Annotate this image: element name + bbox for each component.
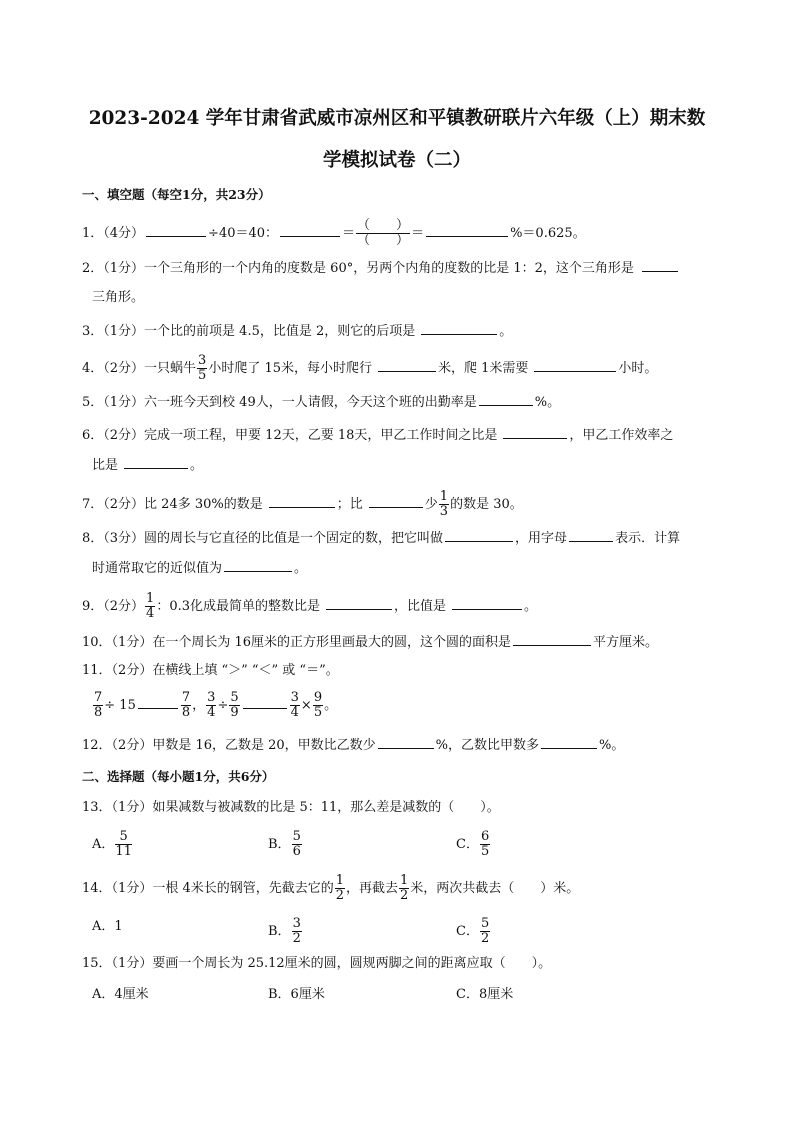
question-text: 米，两次共截去（ ）米。 (410, 881, 580, 896)
fraction-denominator: 8 (181, 705, 191, 720)
question-text: 平方厘米。 (593, 635, 659, 650)
fraction-numerator-blank[interactable]: （ ） (357, 218, 410, 233)
fraction-numerator: 5 (115, 830, 132, 845)
question-5 (82, 391, 560, 413)
q14-option-b[interactable] (268, 917, 303, 946)
fraction-numerator: 1 (335, 873, 344, 888)
fraction-numerator: 5 (480, 916, 490, 931)
page-title-line1: 2023-2024 学年甘肃省武威市凉州区和平镇教研联片六年级（上）期末数 (88, 108, 706, 129)
question-text: 。 (294, 561, 308, 576)
question-text: 米，爬 1米需要 (438, 361, 529, 376)
option-label: C． (456, 924, 479, 939)
answer-blank[interactable] (421, 320, 497, 335)
question-8 (82, 527, 680, 549)
question-text: %。 (534, 395, 561, 410)
answer-blank[interactable] (569, 527, 613, 542)
fraction (93, 691, 103, 720)
question-text: ＝ (411, 226, 425, 241)
answer-blank[interactable] (326, 595, 392, 610)
page-title-line2: 学模拟试卷（二） (322, 150, 471, 171)
fraction (480, 917, 490, 946)
question-text: 10．（1分）在一个周长为 16厘米的正方形里画最大的圆，这个圆的面积是 (82, 635, 511, 650)
question-11-expressions (92, 691, 337, 720)
compare-blank[interactable] (138, 694, 178, 709)
expression-text: ， (192, 698, 206, 713)
option-label: B． (268, 924, 291, 939)
fraction (197, 354, 207, 383)
question-14 (82, 874, 579, 903)
question-text: 时通常取它的近似值为 (92, 561, 223, 576)
fraction-denominator: 4 (146, 606, 155, 621)
q13-option-b[interactable] (268, 830, 303, 859)
section-heading-choice: 二、选择题（每小题1分，共6分） (82, 769, 275, 784)
fraction-numerator: 3 (292, 916, 301, 931)
question-8-continued (92, 557, 307, 579)
fraction (313, 691, 323, 720)
fraction-denominator: 11 (115, 844, 132, 859)
question-text: ，甲乙工作效率之 (569, 428, 674, 443)
fraction-numerator: 7 (94, 690, 103, 705)
fraction (292, 830, 302, 859)
answer-blank[interactable] (513, 631, 591, 646)
fraction-denominator: 2 (480, 931, 490, 946)
fraction-numerator: 3 (290, 690, 299, 705)
question-text: 小时。 (618, 361, 658, 376)
fraction-denominator-blank[interactable]: （ ） (357, 233, 410, 248)
question-text: 6．（2分）完成一项工程，甲要 12天，乙要 18天，甲乙工作时间之比是 (82, 428, 498, 443)
question-text: 14．（1分）一根 4米长的钢管，先截去它的 (82, 881, 334, 896)
expression-text: ÷ 15 (104, 698, 136, 713)
option-label: B． (268, 837, 291, 852)
q13-option-a[interactable] (92, 830, 133, 859)
question-10 (82, 631, 658, 653)
blank-fraction (356, 219, 410, 248)
question-text: ；比 (336, 497, 363, 512)
answer-blank[interactable] (452, 595, 522, 610)
fraction-numerator: 6 (480, 829, 490, 844)
answer-blank[interactable] (378, 357, 436, 372)
question-4 (82, 354, 657, 383)
question-text: ，用字母 (515, 531, 568, 546)
answer-blank[interactable] (269, 493, 335, 508)
fraction-denominator: 4 (207, 705, 216, 720)
answer-blank[interactable] (426, 222, 508, 237)
question-text: 8．（3分）圆的周长与它直径的比值是一个固定的数，把它叫做 (82, 531, 444, 546)
question-6 (82, 424, 673, 446)
answer-blank[interactable] (503, 424, 567, 439)
question-11: 11．（2分）在横线上填 “＞” “＜” 或 “＝”。 (82, 663, 339, 678)
question-text: ＝ (342, 226, 356, 241)
fraction (480, 830, 490, 859)
question-text: 4．（2分）一只蜗牛 (82, 361, 197, 376)
fraction-denominator: 8 (94, 705, 103, 720)
question-text: ÷40＝40： (208, 226, 279, 241)
question-text: ，比值是 (394, 599, 447, 614)
question-text: 3．（1分）一个比的前项是 4.5，比值是 2，则它的后项是 (82, 324, 416, 339)
fraction-denominator: 2 (335, 888, 344, 903)
option-label: A． (92, 837, 115, 852)
question-text: %，乙数比甲数多 (435, 738, 540, 753)
answer-blank[interactable] (642, 257, 678, 272)
answer-blank[interactable] (445, 527, 513, 542)
q15-option-b[interactable]: B．6厘米 (268, 987, 325, 1002)
question-text: 2．（1分）一个三角形的一个内角的度数是 60°，另两个内角的度数的比是 1：2，这个三角形是 (82, 261, 634, 276)
answer-blank[interactable] (146, 222, 206, 237)
fraction (206, 691, 216, 720)
question-text: 小时爬了 15米，每小时爬行 (208, 361, 373, 376)
fraction-denominator: 2 (292, 931, 301, 946)
fraction (399, 874, 409, 903)
expression-text: × (300, 698, 312, 713)
fraction (292, 917, 302, 946)
fraction-numerator: 1 (439, 489, 449, 504)
fraction-numerator: 9 (313, 690, 323, 705)
question-text: %＝0.625。 (510, 226, 586, 241)
expression-text: ÷ (217, 698, 229, 713)
q15-option-c[interactable]: C．8厘米 (456, 987, 514, 1002)
question-text: 。 (190, 458, 204, 473)
question-text: 表示．计算 (615, 531, 681, 546)
question-text: 9．（2分） (82, 599, 145, 614)
question-9 (82, 592, 537, 621)
question-label: 1．（4分） (82, 226, 145, 241)
question-7 (82, 490, 523, 519)
answer-blank[interactable] (224, 557, 292, 572)
fraction-denominator: 6 (292, 844, 301, 859)
question-text: 。 (499, 324, 513, 339)
question-text: ，再截去 (346, 881, 399, 896)
question-text: 的数是 30。 (450, 497, 523, 512)
question-text: ：0.3化成最简单的整数比是 (156, 599, 321, 614)
fraction-numerator: 5 (292, 829, 301, 844)
option-label: A．1 (92, 919, 123, 934)
answer-blank[interactable] (534, 357, 616, 372)
question-1 (82, 219, 586, 248)
question-15: 15．（1分）要画一个周长为 25.12厘米的圆，圆规两脚之间的距离应取（ ）。 (82, 956, 552, 971)
question-3 (82, 320, 512, 342)
option-label: C． (456, 837, 479, 852)
q15-option-a[interactable]: A．4厘米 (92, 987, 149, 1002)
question-6-continued (92, 454, 203, 476)
answer-blank[interactable] (369, 493, 423, 508)
fraction (290, 691, 300, 720)
fraction (335, 874, 345, 903)
answer-blank[interactable] (280, 222, 340, 237)
answer-blank[interactable] (541, 734, 597, 749)
fraction-denominator: 2 (400, 888, 409, 903)
question-text: 比是 (92, 458, 119, 473)
question-text: 。 (524, 599, 538, 614)
fraction (181, 691, 191, 720)
question-text: %。 (599, 738, 625, 753)
fraction-denominator: 3 (439, 504, 449, 519)
fraction-denominator: 5 (480, 844, 490, 859)
fraction-numerator: 1 (146, 591, 155, 606)
q13-option-c[interactable] (456, 830, 491, 859)
fraction-denominator: 9 (230, 705, 239, 720)
expression-text: 。 (324, 698, 338, 713)
q14-option-c[interactable] (456, 917, 491, 946)
fraction (115, 830, 132, 859)
section-heading-fill: 一、填空题（每空1分，共23分） (82, 187, 271, 202)
fraction (439, 490, 449, 519)
answer-blank[interactable] (479, 391, 533, 406)
fraction (145, 592, 155, 621)
fraction-numerator: 3 (207, 690, 216, 705)
answer-blank[interactable] (378, 734, 434, 749)
fraction-denominator: 5 (313, 705, 323, 720)
fraction-denominator: 4 (290, 705, 299, 720)
question-2-continued: 三角形。 (92, 290, 145, 305)
question-13: 13．（1分）如果减数与被减数的比是 5：11，那么差是减数的（ ）。 (82, 800, 500, 815)
question-12 (82, 734, 624, 756)
question-2 (82, 257, 680, 279)
answer-blank[interactable] (124, 454, 188, 469)
compare-blank[interactable] (243, 694, 287, 709)
fraction-numerator: 1 (400, 873, 409, 888)
fraction (229, 691, 239, 720)
question-text: 12．（2分）甲数是 16，乙数是 20，甲数比乙数少 (82, 738, 376, 753)
fraction-denominator: 5 (198, 368, 207, 383)
fraction-numerator: 5 (230, 690, 239, 705)
fraction-numerator: 3 (198, 353, 207, 368)
q14-option-a[interactable] (92, 917, 123, 937)
question-text: 7．（2分）比 24多 30%的数是 (82, 497, 263, 512)
question-text: 5．（1分）六一班今天到校 49人，一人请假，今天这个班的出勤率是 (82, 395, 477, 410)
question-text: 少 (424, 497, 438, 512)
fraction-numerator: 7 (181, 690, 191, 705)
